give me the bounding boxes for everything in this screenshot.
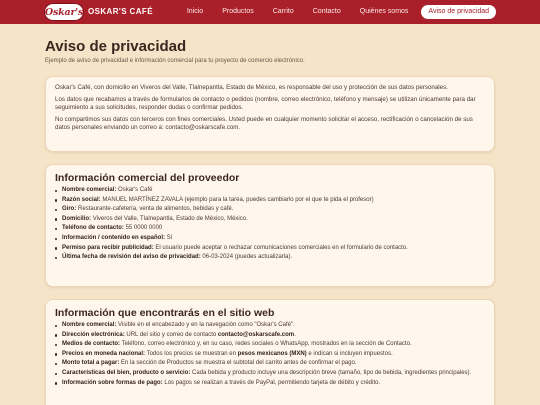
brand-name[interactable]: OSKAR'S CAFÉ [88, 7, 153, 16]
nav-productos[interactable]: Productos [222, 8, 254, 15]
site-info-card [45, 299, 495, 405]
nav-quienes-somos[interactable]: Quiénes somos [359, 8, 409, 15]
list-item: Monto total a pagar: En la sección de Productos se muestra el subtotal del carrito antes de confirmar el pago. [55, 360, 485, 368]
list-item: Última fecha de revisión del aviso de privacidad: 06-03-2024 (puedes actualizarla). [55, 254, 485, 262]
brand-logo[interactable] [44, 3, 84, 21]
privacy-intro-card [45, 76, 495, 152]
list-item: Dirección electrónica: URL del sitio y correo de contacto contacto@oskarscafe.com. [55, 332, 485, 340]
list-item: Razón social: MANUEL MARTÍNEZ ZAVALA (ejemplo para la tarea, puedes cambiarlo por el que te pida el profesor) [55, 197, 485, 205]
list-item: Precios en moneda nacional: Todos los precios se muestran en pesos mexicanos (MXN) e indican si incluyen impuestos. [55, 351, 485, 359]
intro-paragraph: Oskar's Café, con domicilio en Viveros del Valle, Tlalnepantla, Estado de México, es responsable del uso y protección de sus datos personales. [55, 84, 448, 91]
page-title: Aviso de privacidad [45, 38, 187, 55]
provider-section-title: Información comercial del proveedor [55, 172, 240, 184]
nav-contacto[interactable]: Contacto [312, 8, 341, 15]
list-item: Nombre comercial: Oskar's Café [55, 187, 485, 195]
list-item: Información / contenido en español: Sí [55, 235, 485, 243]
list-item: Medios de contacto: Teléfono, correo electrónico y, en su caso, redes sociales o WhatsApp, mostrados en la sección de Contacto. [55, 341, 485, 349]
intro-paragraph: No compartimos sus datos con terceros con fines comerciales. Usted puede en cualquier momento solicitar el acceso, rectificación o cancelación de sus datos personales enviando un correo a: contacto@oskarscafe.com. [55, 116, 473, 131]
nav-aviso-privacidad[interactable]: Aviso de privacidad [421, 5, 496, 19]
logo-text: Oskar's [44, 6, 84, 18]
site-info-list [55, 322, 485, 387]
list-item: Teléfono de contacto: 55 0000 0000 [55, 225, 485, 233]
nav-carrito[interactable]: Carrito [272, 8, 294, 15]
list-item: Información sobre formas de pago: Los pagos se realizan a través de PayPal, permitiendo tarjeta de débito y crédito. [55, 380, 485, 388]
list-item: Características del bien, producto o servicio: Cada bebida y producto incluye una descripción breve (tamaño, tipo de bebida, ingredientes principales). [55, 370, 485, 378]
nav-inicio[interactable]: Inicio [186, 8, 204, 15]
provider-info-list [55, 187, 485, 262]
top-navbar [0, 0, 540, 24]
main-nav [168, 5, 496, 19]
provider-info-card [45, 164, 495, 287]
intro-paragraph: Los datos que recabamos a través de formularios de contacto o pedidos (nombre, correo electrónico, teléfono y mensaje) se utilizan únicamente para dar seguimiento a sus solicitudes, responder dudas o confirmar pedidos. [55, 96, 476, 111]
page-subtitle: Ejemplo de aviso de privacidad e información comercial para tu proyecto de comercio electrónico. [45, 58, 305, 64]
contact-email[interactable]: contacto@oskarscafe.com [217, 331, 295, 338]
list-item: Domicilio: Viveros del Valle, Tlalnepantla, Estado de México, México. [55, 216, 485, 224]
list-item: Giro: Restaurante-cafetería, venta de alimentos, bebidas y café. [55, 206, 485, 214]
site-section-title: Información que encontrarás en el sitio web [55, 307, 275, 319]
list-item: Permiso para recibir publicidad: El usuario puede aceptar o rechazar comunicaciones comerciales en el formulario de contacto. [55, 245, 485, 253]
list-item: Nombre comercial: Visible en el encabezado y en la navegación como "Oskar's Café". [55, 322, 485, 330]
